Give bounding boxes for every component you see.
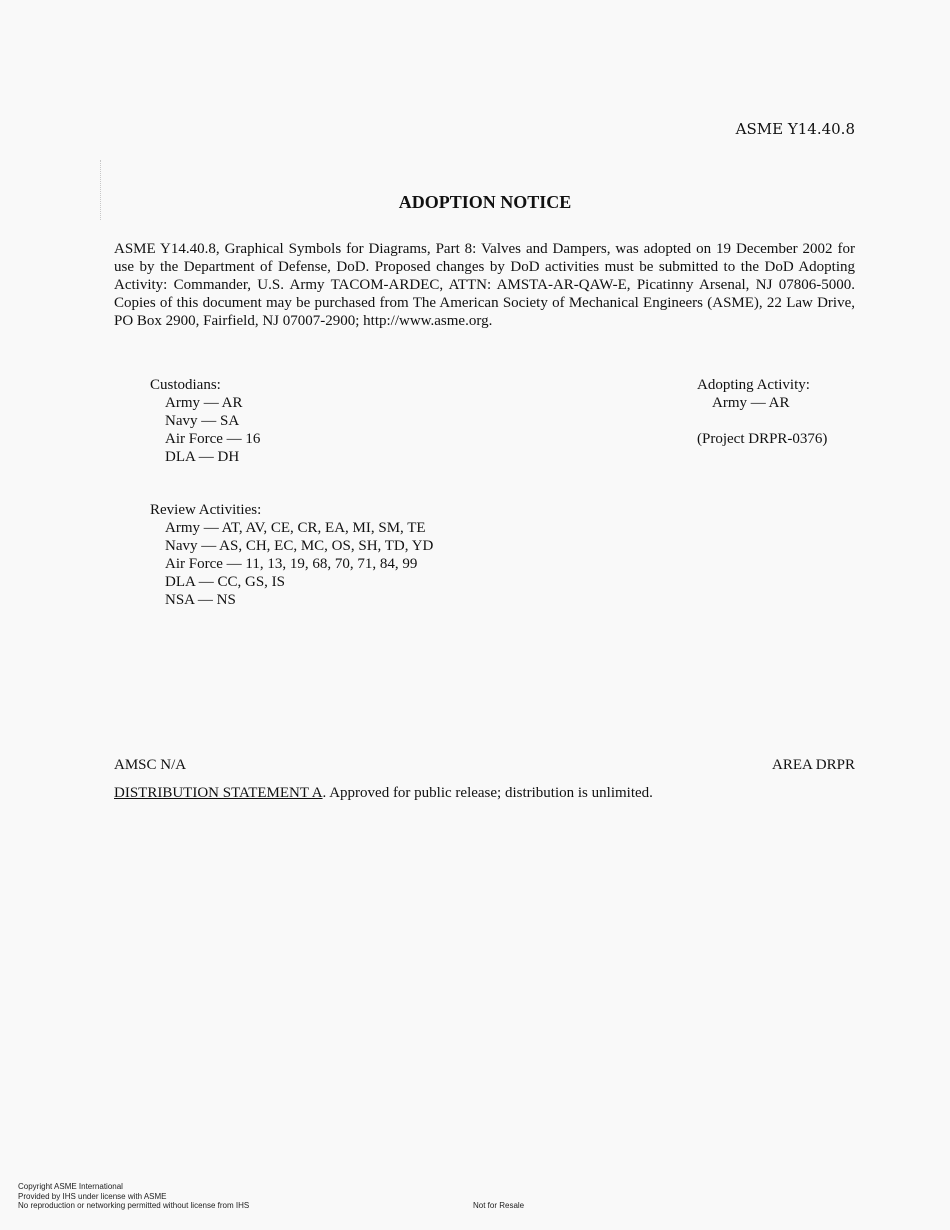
- review-activities-heading: Review Activities:: [150, 502, 262, 518]
- custodian-item: Navy — SA: [165, 413, 240, 429]
- custodian-item: Army — AR: [165, 395, 243, 411]
- custodian-item: DLA — DH: [165, 449, 240, 465]
- page-title: ADOPTION NOTICE: [398, 192, 572, 212]
- review-activity-item: Air Force — 11, 13, 19, 68, 70, 71, 84, 99: [165, 556, 418, 572]
- custodians-block: [150, 376, 260, 466]
- footer-line: Provided by IHS under license with ASME: [18, 1191, 167, 1201]
- footer-line: No reproduction or networking permitted without license from IHS: [18, 1201, 250, 1210]
- review-activity-item: Navy — AS, CH, EC, MC, OS, SH, TD, YD: [165, 538, 434, 554]
- distribution-statement-text: . Approved for public release; distribution is unlimited.: [322, 785, 653, 801]
- adoption-intro-paragraph: ASME Y14.40.8, Graphical Symbols for Diagrams, Part 8: Valves and Dampers, was adopted on 19 December 2002 for use by the Department of Defense, DoD. Proposed changes by DoD activities must be submitted to the DoD Adopting Activity: Commander, U.S. Army TACOM-ARDEC, ATTN: AMSTA-AR-QAW-E, Picatinny Arsenal, NJ 07806-5000. Copies of this document may be purchased from The American Society of Mechanical Engineers (ASME), 22 Law Drive, PO Box 2900, Fairfield, NJ 07007-2900; http://www.asme.org.: [114, 241, 855, 329]
- area-code: AREA DRPR: [772, 757, 855, 773]
- project-number: (Project DRPR-0376): [697, 431, 828, 447]
- review-activity-item: DLA — CC, GS, IS: [165, 574, 286, 590]
- amsc-code: AMSC N/A: [114, 757, 187, 773]
- review-activities-block: [150, 501, 433, 609]
- adopting-activity-item: Army — AR: [712, 395, 790, 411]
- not-for-resale-notice: Not for Resale: [473, 1201, 525, 1210]
- copyright-footer: [18, 1182, 249, 1211]
- distribution-statement: [114, 785, 653, 802]
- distribution-statement-label: DISTRIBUTION STATEMENT A: [114, 785, 323, 801]
- document-id: ASME Y14.40.8: [735, 120, 855, 138]
- footer-line: Copyright ASME International: [18, 1182, 123, 1191]
- custodian-item: Air Force — 16: [165, 431, 261, 447]
- review-activity-item: NSA — NS: [165, 592, 236, 608]
- adopting-activity-heading: Adopting Activity:: [697, 377, 810, 393]
- review-activity-item: Army — AT, AV, CE, CR, EA, MI, SM, TE: [165, 520, 426, 536]
- custodians-heading: Custodians:: [150, 377, 221, 393]
- adopting-activity-block: [697, 376, 827, 448]
